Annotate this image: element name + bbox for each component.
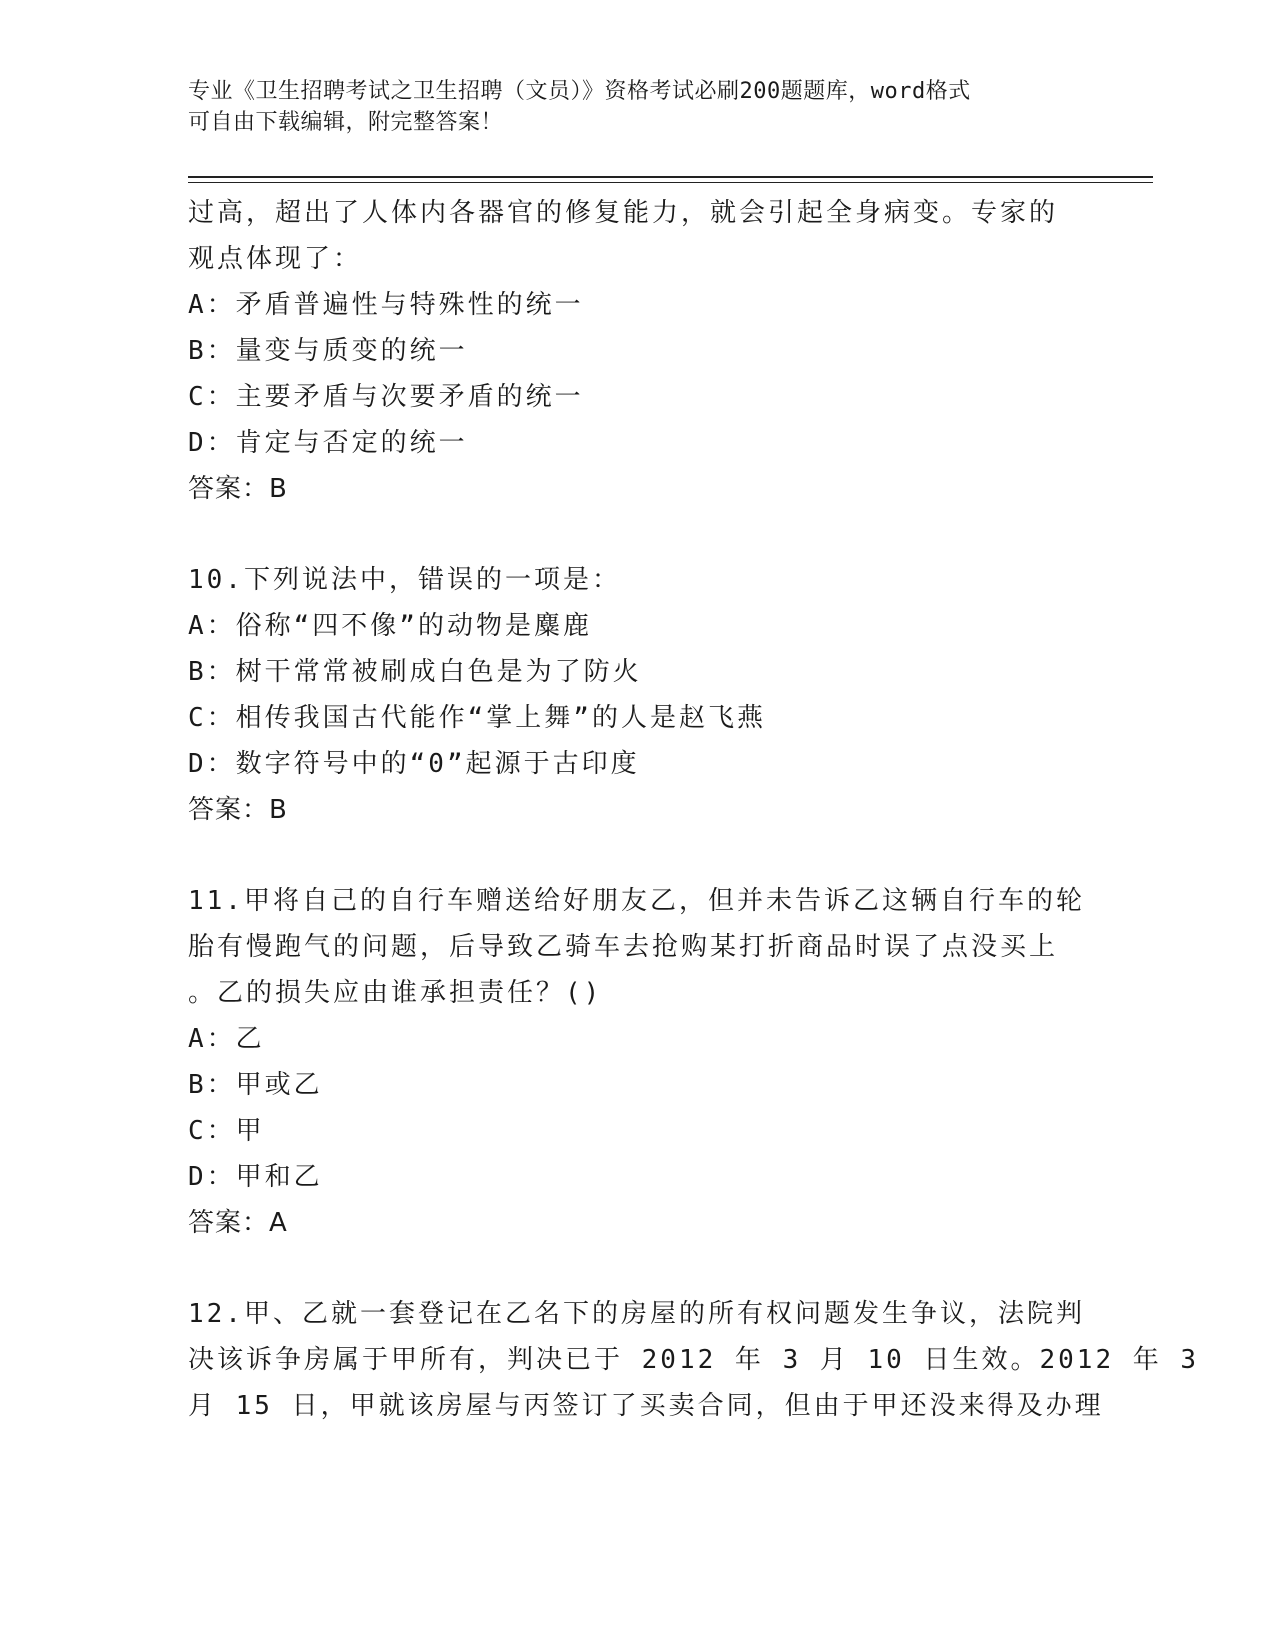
question-text-line: 观点体现了： — [188, 244, 363, 274]
spacer — [188, 833, 1088, 878]
header-divider-thick — [188, 176, 1153, 178]
question-11 — [188, 878, 1088, 1246]
question-10 — [188, 557, 1088, 833]
question-text-line: 。乙的损失应由谁承担责任？() — [188, 978, 603, 1008]
question-text-line: 胎有慢跑气的问题，后导致乙骑车去抢购某打折商品时误了点没买上 — [188, 932, 1059, 962]
header-title-line-2: 可自由下载编辑，附完整答案！ — [188, 110, 504, 135]
option-a: A：矛盾普遍性与特殊性的统一 — [188, 290, 584, 320]
question-9-continuation — [188, 190, 1088, 512]
option-d: D：数字符号中的“0”起源于古印度 — [188, 749, 640, 779]
option-b: B：甲或乙 — [188, 1070, 323, 1100]
answer-line: 答案：A — [188, 1208, 288, 1238]
header-title-line-1: 专业《卫生招聘考试之卫生招聘（文员）》资格考试必刷200题题库，word格式 — [188, 79, 971, 104]
spacer — [188, 1246, 1088, 1291]
page-header — [188, 76, 1068, 138]
option-a: A：乙 — [188, 1024, 265, 1054]
question-text-line: 决该诉争房属于甲所有，判决已于 2012 年 3 月 10 日生效。2012 年 3 — [188, 1345, 1200, 1375]
spacer — [188, 512, 1088, 557]
question-text-line: 11.甲将自己的自行车赠送给好朋友乙，但并未告诉乙这辆自行车的轮 — [188, 886, 1085, 916]
question-body — [188, 190, 1200, 1429]
option-c: C：主要矛盾与次要矛盾的统一 — [188, 382, 584, 412]
option-d: D：肯定与否定的统一 — [188, 428, 468, 458]
question-text-line: 过高，超出了人体内各器官的修复能力，就会引起全身病变。专家的 — [188, 198, 1059, 228]
option-a: A：俗称“四不像”的动物是麋鹿 — [188, 611, 592, 641]
header-divider-thin — [188, 182, 1153, 183]
option-c: C：相传我国古代能作“掌上舞”的人是赵飞燕 — [188, 703, 766, 733]
question-text-line: 10.下列说法中，错误的一项是： — [188, 565, 621, 595]
answer-line: 答案：B — [188, 474, 288, 504]
question-text-line: 月 15 日，甲就该房屋与丙签订了买卖合同，但由于甲还没来得及办理 — [188, 1391, 1104, 1421]
question-text-line: 12.甲、乙就一套登记在乙名下的房屋的所有权问题发生争议，法院判 — [188, 1299, 1085, 1329]
option-d: D：甲和乙 — [188, 1162, 323, 1192]
answer-line: 答案：B — [188, 795, 288, 825]
option-b: B：量变与质变的统一 — [188, 336, 468, 366]
question-12 — [188, 1291, 1200, 1429]
option-c: C：甲 — [188, 1116, 265, 1146]
option-b: B：树干常常被刷成白色是为了防火 — [188, 657, 642, 687]
